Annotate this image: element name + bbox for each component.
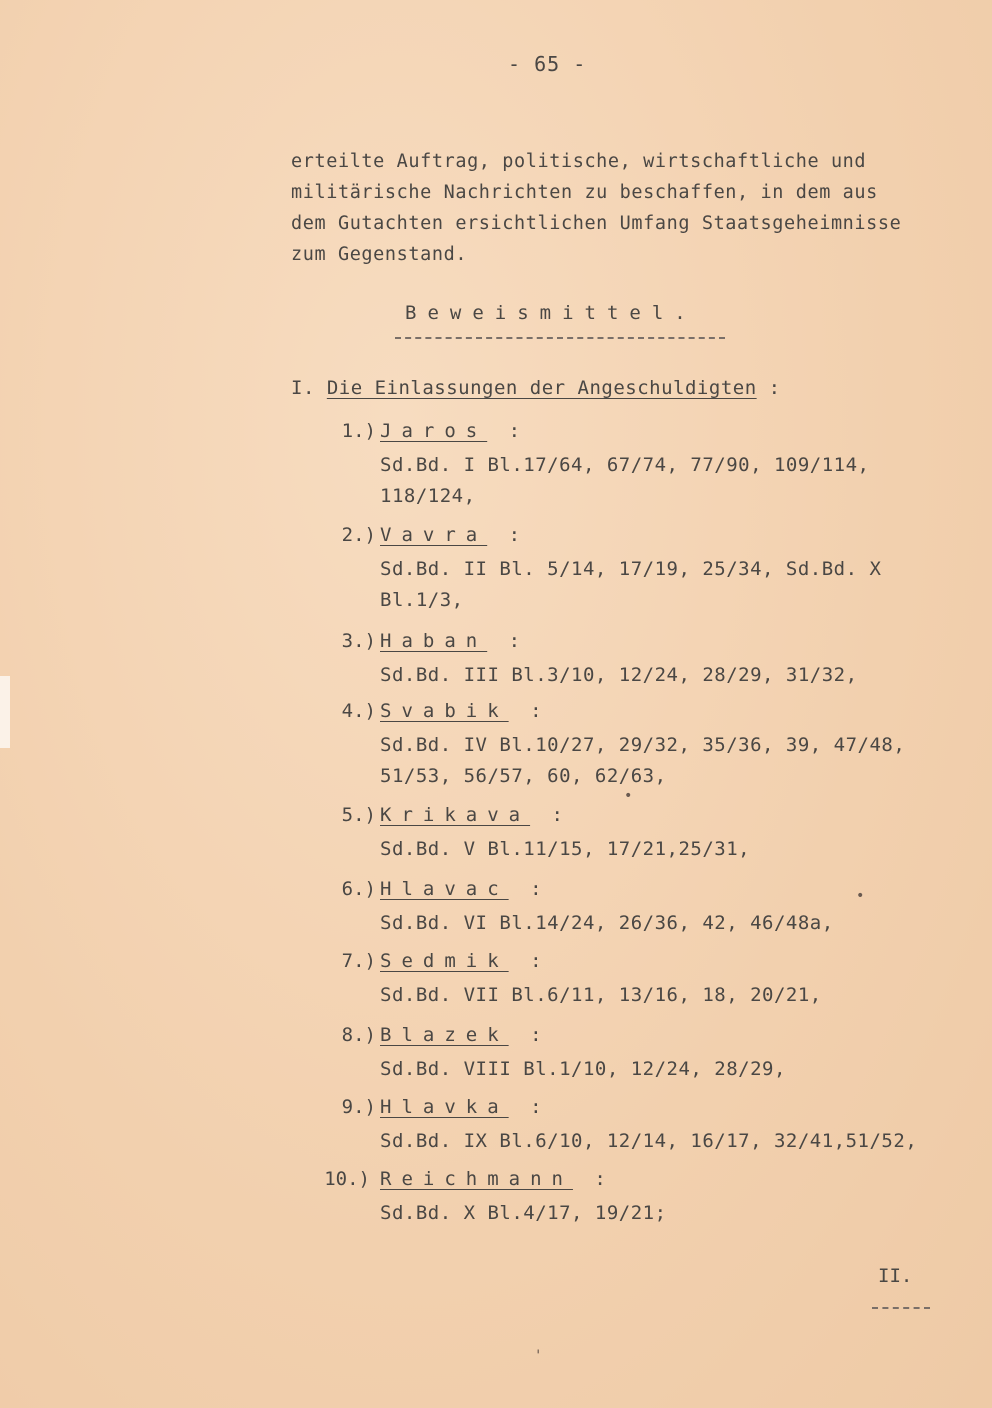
heading-underline (395, 337, 725, 339)
subsection-label: Die Einlassungen der Angeschuldigten (326, 377, 757, 399)
name-suffix: : (487, 420, 531, 442)
file-reference: Sd.Bd. VIII Bl.1/10, 12/24, 28/29, (380, 1058, 786, 1080)
file-reference: Sd.Bd. IV Bl.10/27, 29/32, 35/36, 39, 47/48, (380, 734, 906, 756)
entry-number: 4.) (341, 700, 376, 722)
name-suffix: : (508, 700, 552, 722)
name-suffix: : (508, 950, 552, 972)
name-suffix: : (508, 1024, 552, 1046)
entry-number: 6.) (341, 878, 376, 900)
name-suffix: : (572, 1168, 616, 1190)
paragraph-line: zum Gegenstand. (291, 244, 468, 265)
file-reference: Sd.Bd. I Bl.17/64, 67/74, 77/90, 109/114, (380, 454, 870, 476)
file-reference: 51/53, 56/57, 60, 62/63, (380, 765, 667, 787)
defendant-name (380, 1024, 552, 1046)
file-reference: Sd.Bd. VII Bl.6/11, 13/16, 18, 20/21, (380, 984, 822, 1006)
paragraph-line: militärische Nachrichten zu beschaffen, in dem aus (291, 182, 878, 203)
defendant-name (380, 878, 552, 900)
ink-dot: • (624, 788, 633, 804)
name-suffix: : (508, 878, 552, 900)
entry-number: 3.) (341, 630, 376, 652)
defendant-name-text: Vavra (380, 524, 488, 546)
defendant-name (380, 1096, 552, 1118)
entry-number: 1.) (341, 420, 376, 442)
paragraph-line: dem Gutachten ersichtlichen Umfang Staatsgeheimnisse (291, 213, 902, 234)
file-reference: Sd.Bd. III Bl.3/10, 12/24, 28/29, 31/32, (380, 664, 858, 686)
file-reference: Bl.1/3, (380, 589, 464, 611)
name-suffix: : (487, 524, 531, 546)
defendant-name-text: Haban (380, 630, 488, 652)
entry-number: 7.) (341, 950, 376, 972)
defendant-name (380, 630, 530, 652)
defendant-name-text: Blazek (380, 1024, 509, 1046)
page-number: - 65 - (508, 52, 587, 76)
ink-mark: ' (534, 1348, 543, 1364)
name-suffix: : (530, 804, 573, 826)
ink-dot: • (856, 888, 865, 904)
file-reference: Sd.Bd. V Bl.11/15, 17/21,25/31, (380, 838, 751, 860)
defendant-name-text: Hlavka (380, 1096, 509, 1118)
entry-number: 2.) (341, 524, 376, 546)
defendant-name (380, 804, 573, 826)
subsection-title (291, 377, 781, 399)
defendant-name (380, 1168, 616, 1190)
subsection-suffix: : (756, 377, 781, 399)
paragraph-line: erteilte Auftrag, politische, wirtschaftliche und (291, 151, 867, 172)
file-reference: Sd.Bd. II Bl. 5/14, 17/19, 25/34, Sd.Bd. X (380, 558, 882, 580)
name-suffix: : (508, 1096, 552, 1118)
body-paragraph (291, 146, 971, 270)
defendant-name-text: Krikava (380, 804, 531, 826)
defendant-name-text: Reichmann (380, 1168, 573, 1190)
file-reference: Sd.Bd. VI Bl.14/24, 26/36, 42, 46/48a, (380, 912, 834, 934)
defendant-name (380, 420, 530, 442)
file-reference: Sd.Bd. IX Bl.6/10, 12/14, 16/17, 32/41,51/52, (380, 1130, 918, 1152)
name-suffix: : (487, 630, 531, 652)
defendant-name (380, 950, 552, 972)
defendant-name-text: Svabik (380, 700, 509, 722)
defendant-name (380, 700, 552, 722)
torn-edge (0, 676, 10, 748)
entry-number: 5.) (341, 804, 376, 826)
file-reference: 118/124, (380, 485, 476, 507)
catchword-underline (872, 1307, 930, 1309)
entry-number: 8.) (341, 1024, 376, 1046)
entry-number: 9.) (341, 1096, 376, 1118)
section-heading: Beweismittel. (405, 302, 697, 324)
entry-number: 10.) (324, 1168, 370, 1190)
defendant-name-text: Sedmik (380, 950, 509, 972)
defendant-name (380, 524, 530, 546)
defendant-name-text: Jaros (380, 420, 488, 442)
subsection-prefix: I. (291, 377, 327, 399)
catchword: II. (878, 1265, 913, 1287)
defendant-name-text: Hlavac (380, 878, 509, 900)
file-reference: Sd.Bd. X Bl.4/17, 19/21; (380, 1202, 667, 1224)
